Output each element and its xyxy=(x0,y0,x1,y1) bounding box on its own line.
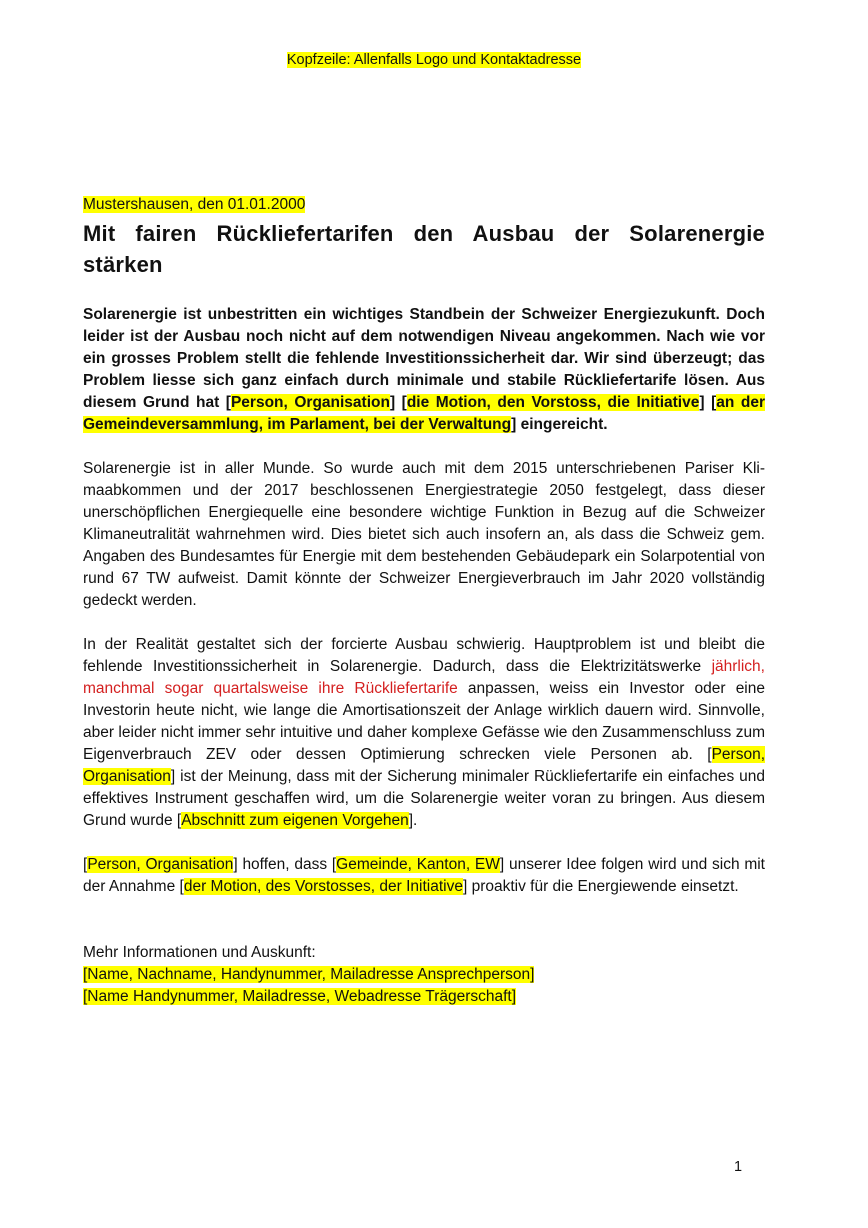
contact-block xyxy=(83,942,765,1008)
lead-text-2: ] [ xyxy=(389,394,407,411)
contact-line-1: [Name, Nachname, Handynummer, Mailadresse Ansprechperson] xyxy=(83,966,535,983)
lead-paragraph xyxy=(83,304,765,436)
document-title: Mit fairen Rückliefertarifen den Ausbau der Solarenergie stärken xyxy=(83,221,765,277)
lead-text-1: Solarenergie ist unbestritten ein wichtiges Standbein der Schweizer Energiezukunft. Doch leider ist der Ausbau noch nicht auf dem notwendigen Niveau angekommen. Nach wie vor ein grosses Problem stellt die fehlende Investitionssicherheit dar. Wir sind überzeugt; das Problem liesse sich ganz einfach durch minimale und stabile Rückliefertarife lösen. Aus diesem Grund hat [ xyxy=(83,306,765,411)
para2-text-2: anpassen, weiss ein Investor oder eine Investorin heute nicht, wie lange die Amortisationszeit der Anlage wirklich dauern wird. Sinnvolle, aber leider nicht immer sehr intuitive und daher komplexe Gefässe wie den Zusammenschluss zum Eigenverbrauch ZEV oder dessen Optimierung schrecken viele Personen ab. [ xyxy=(83,680,765,763)
lead-text-3: ] [ xyxy=(699,394,717,411)
para3-text-4: ] proaktiv für die Energiewende einsetzt. xyxy=(462,878,739,895)
para3-placeholder-motion: der Motion, des Vorstosses, der Initiative xyxy=(183,878,463,895)
para3-placeholder-person: Person, Organisation xyxy=(87,856,234,873)
lead-text-4: ] eingereicht. xyxy=(511,416,608,433)
paragraph-3 xyxy=(83,854,765,898)
para2-placeholder-person: Person, Organisation xyxy=(83,746,765,785)
page-header xyxy=(0,49,868,71)
contact-label: Mehr Informationen und Auskunft: xyxy=(83,944,316,961)
para3-text-2: ] hoffen, dass [ xyxy=(233,856,337,873)
date-text: Mustershausen, den 01.01.2000 xyxy=(83,196,306,213)
para2-red-text: jährlich, manchmal sogar quartalsweise ihre Rückliefertarife xyxy=(83,658,765,697)
para2-placeholder-section: Abschnitt zum eigenen Vorgehen xyxy=(181,812,409,829)
paragraph-2 xyxy=(83,634,765,832)
para3-text-1: [ xyxy=(83,856,88,873)
header-text: Kopfzeile: Allenfalls Logo und Kontaktadresse xyxy=(286,52,582,68)
para2-text-3: ] ist der Meinung, dass mit der Sicherung minimaler Rückliefertarife ein einfaches und effektives Instrument geschaffen wird, um die Solarenergie weiter voran zu bringen. Aus diesem Grund wurde [ xyxy=(83,768,765,829)
para2-text-1: In der Realität gestaltet sich der forcierte Ausbau schwierig. Hauptproblem ist und bleibt die fehlende Investitionssicherheit in Solarenergie. Dadurch, dass die Elektrizitätswerke xyxy=(83,636,765,675)
lead-placeholder-person: Person, Organisation xyxy=(230,394,390,411)
document-body xyxy=(83,194,765,1008)
lead-placeholder-venue: an der Gemeindeversammlung, im Parlament, bei der Verwaltung xyxy=(83,394,765,433)
paragraph-1: Solarenergie ist in aller Munde. So wurde auch mit dem 2015 unterschriebenen Pariser Klimaabkommen und der 2017 beschlossenen Energiestrategie 2050 festgelegt, dass dieser unerschöpflichen Energiequelle eine besondere wichtige Funktion in Bezug auf die Schweizer Klimaneutralität wahrnehmen wird. Dies bietet sich auch insofern an, als dass die Schweiz gem. Angaben des Bundesamtes für Energie mit dem bestehenden Gebäudepark ein Solarpotential von rund 67 TW aufweist. Damit könnte der Schweizer Energieverbrauch im Jahr 2020 vollständig gedeckt werden. xyxy=(83,460,765,609)
date-line xyxy=(83,194,765,216)
lead-placeholder-motion: die Motion, den Vorstoss, die Initiative xyxy=(406,394,700,411)
contact-line-2: [Name Handynummer, Mailadresse, Webadresse Trägerschaft] xyxy=(83,988,517,1005)
para3-text-3: ] unserer Idee folgen wird und sich mit der Annahme [ xyxy=(83,856,765,895)
page-number: 1 xyxy=(734,1159,743,1175)
para3-placeholder-authority: Gemeinde, Kanton, EW xyxy=(336,856,500,873)
para2-text-4: ]. xyxy=(408,812,418,829)
